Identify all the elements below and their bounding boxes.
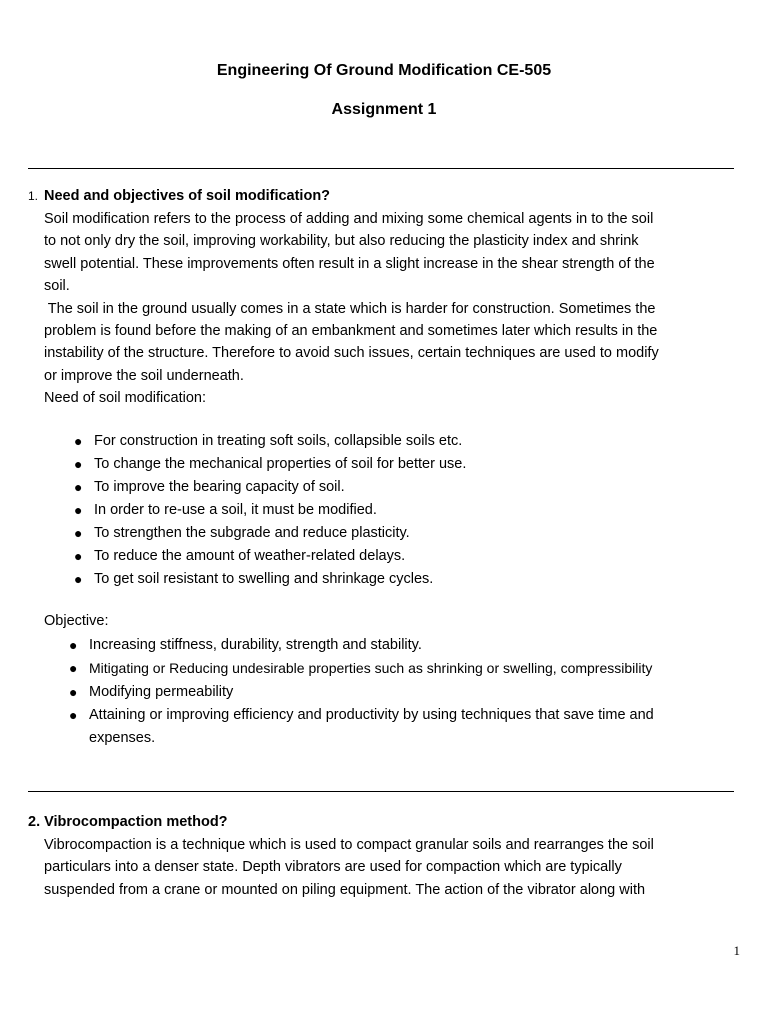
list-item: ● Modifying permeability [89, 681, 654, 704]
question-2-body [44, 834, 744, 901]
list-item: ● Attaining or improving efficiency and productivity by using techniques that save time and expenses. [89, 704, 654, 750]
question-1-heading-text: Need and objectives of soil modification? [44, 188, 331, 204]
list-item-continuation: expenses. [89, 730, 156, 746]
bullet-icon: ● [74, 525, 83, 541]
body-line: suspended from a crane or mounted on piling equipment. The action of the vibrator along with [44, 881, 646, 898]
body-line: particulars into a denser state. Depth vibrators are used for compaction which are typically [44, 859, 622, 876]
bullet-icon: ● [74, 456, 83, 472]
bullet-icon: ● [69, 637, 78, 653]
bullet-icon: ● [74, 433, 83, 449]
body-line: swell potential. These improvements often result in a slight increase in the shear strength of the [44, 255, 655, 272]
course-title: Engineering Of Ground Modification CE-505 [216, 62, 552, 79]
need-list [74, 430, 467, 591]
list-item: ● Increasing stiffness, durability, strength and stability. [89, 634, 654, 657]
bullet-icon: ● [69, 684, 78, 700]
bullet-icon: ● [69, 660, 78, 676]
assignment-title: Assignment 1 [331, 101, 437, 118]
body-line: instability of the structure. Therefore to avoid such issues, certain techniques are used to modify [44, 345, 659, 362]
need-label: Need of soil modification: [44, 390, 206, 407]
body-line: or improve the soil underneath. [44, 367, 244, 384]
body-line: to not only dry the soil, improving workability, but also reducing the plasticity index and shrink [44, 233, 639, 250]
body-line: problem is found before the making of an embankment and sometimes later which results in the [44, 323, 658, 340]
question-1-number: 1. [28, 189, 39, 203]
bullet-icon: ● [69, 707, 78, 723]
list-item: ● To change the mechanical properties of soil for better use. [94, 453, 466, 476]
bullet-icon: ● [74, 502, 83, 518]
list-item: ● Mitigating or Reducing undesirable properties such as shrinking or swelling, compressibility [89, 657, 654, 681]
list-item: ● To get soil resistant to swelling and shrinkage cycles. [94, 568, 466, 591]
horizontal-rule [28, 168, 734, 169]
list-item: ● To reduce the amount of weather-related delays. [94, 545, 466, 568]
question-1-heading [28, 188, 330, 204]
list-item: ● For construction in treating soft soils, collapsible soils etc. [94, 430, 466, 453]
body-line: The soil in the ground usually comes in a state which is harder for construction. Sometimes the [44, 300, 656, 317]
body-line: Vibrocompaction is a technique which is used to compact granular soils and rearranges the soil [44, 837, 654, 853]
objective-list [69, 634, 654, 750]
question-2-heading: 2. Vibrocompaction method? [28, 814, 228, 830]
bullet-icon: ● [74, 548, 83, 564]
objective-label: Objective: [44, 613, 109, 629]
bullet-icon: ● [74, 571, 83, 587]
body-line: Soil modification refers to the process of adding and mixing some chemical agents in to the soil [44, 211, 654, 227]
list-item: ● To improve the bearing capacity of soil. [94, 476, 466, 499]
question-1-body [44, 208, 744, 410]
list-item: ● In order to re-use a soil, it must be modified. [94, 499, 466, 522]
horizontal-rule [28, 791, 734, 792]
bullet-icon: ● [74, 479, 83, 495]
page-number: 1 [733, 943, 740, 958]
list-item: ● To strengthen the subgrade and reduce plasticity. [94, 522, 466, 545]
body-line: soil. [44, 278, 70, 295]
